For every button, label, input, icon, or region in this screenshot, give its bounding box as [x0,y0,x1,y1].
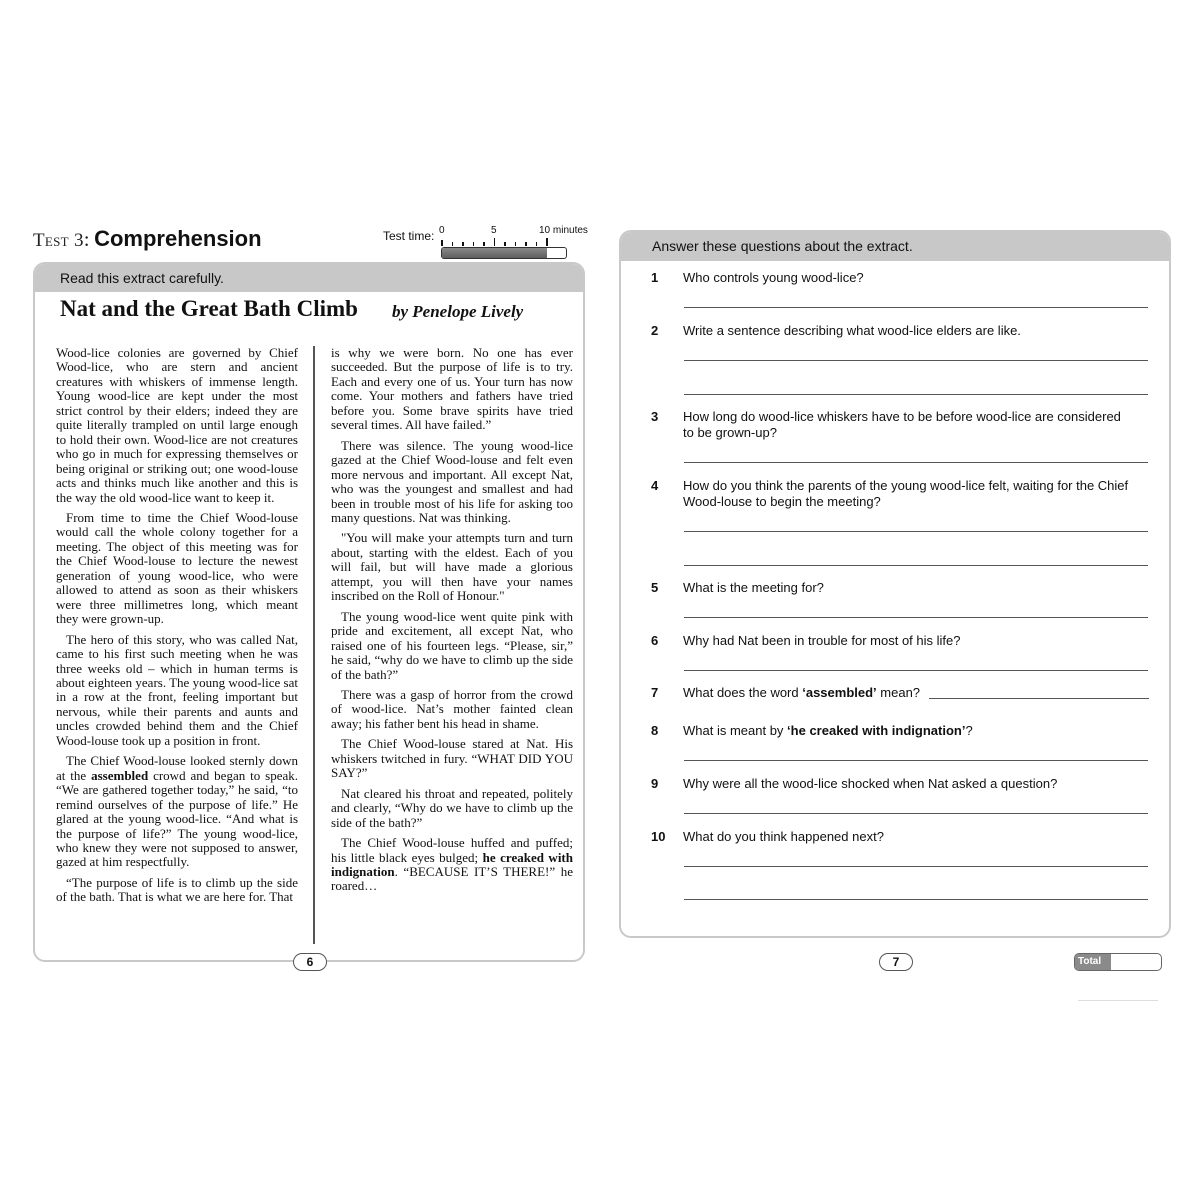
story-title: Nat and the Great Bath Climb [60,296,358,321]
answer-line[interactable] [684,360,1148,361]
answer-line[interactable] [684,617,1148,618]
story-author: by Penelope Lively [392,302,524,321]
test-number: Test 3 [33,230,84,251]
key-word-assembled: assembled [91,767,149,783]
extract-paragraph: The young wood-lice went quite pink with pride and excitement, all except Nat, who raised one of his fourteen legs. “Please, sir,” he said, “why do we have to climb up the side of the bath?” [331,608,573,682]
extract-column-1 [56,346,298,911]
column-divider [313,346,315,944]
questions-instruction: Answer these questions about the extract. [621,232,1169,261]
total-label: Total [1075,954,1111,970]
timer-progress-fill [442,248,547,258]
answer-line[interactable] [684,899,1148,900]
answer-line[interactable] [929,698,1149,699]
extract-paragraph: There was a gasp of horror from the crowd of wood-lice. Nat’s mother fainted clean away; his father bent his head in shame. [331,686,573,731]
timer-tick-0: 0 [439,225,445,236]
answer-line[interactable] [684,462,1148,463]
page-number-right: 7 [879,953,913,971]
extract-paragraph: The Chief Wood-louse stared at Nat. His whiskers twitched in fury. “WHAT DID YOU SAY?” [331,736,573,781]
answer-line[interactable] [684,760,1148,761]
divider [1078,1000,1158,1001]
extract-paragraph: The Chief Wood-louse looked sternly down at the assembled crowd and began to speak. “We are gathered together today,” he said, “to remind ourselves of the purpose of life.” He glared at the young wood-lice. “And what is the purpose of life?” The young wood-lice, who knew they were not supposed to answer, gazed at him respectfully. [56,753,299,870]
answer-line[interactable] [684,670,1148,671]
extract-panel [33,262,585,962]
answer-line[interactable] [684,813,1148,814]
extract-paragraph: The Chief Wood-louse huffed and puffed; his little black eyes bulged; he creaked with indignation. “BECAUSE IT’S THERE!” he roared… [331,835,573,894]
page-number-left: 6 [293,953,327,971]
extract-paragraph: is why we were born. No one has ever succeeded. But the purpose of life is to try. Each and every one of us. Your turn has now come. Your mothers and fathers have tried before you. Some brave spirits have tried several times. All have failed.” [331,345,573,433]
timer-scale [441,238,547,246]
test-timer [383,226,593,262]
test-title-separator: : [83,227,90,251]
answer-line[interactable] [684,394,1148,395]
total-score-box[interactable] [1074,953,1162,971]
extract-paragraph: The hero of this story, who was called Nat, came to his first such meeting when he was three weeks old – which in human terms is about eighteen years. The young wood-lice sat in a row at the front, feeling important but nervous, while their parents and aunts and uncles crowded behind them and the Chief Wood-louse took up a position in front. [56,631,298,748]
extract-paragraph: From time to time the Chief Wood-louse would call the whole colony together for a meeting. The object of this meeting was for the Chief Wood-louse to lecture the newest generation of young wood-lice, who were allowed to attend as soon as their whiskers were three millimetres long, which meant they were grown-up. [56,509,298,627]
timer-progress-bar [441,247,567,259]
key-phrase-indignation: he creaked with indignation [331,849,573,879]
answer-line[interactable] [684,866,1148,867]
answer-line[interactable] [684,307,1148,308]
questions-panel: Answer these questions about the extract. 1 Who controls young wood-lice? 2 Write a sentence describing what wood-lice elders are like. 3 How long do wood-lice whiskers have to be before wood-lice are considered to be grown-up? 4 How do you think the parents of the young wood-lice felt, waiting for the Chief Wood-louse to begin the meeting? 5 What is the meeting for? 6 Why had Nat been in trouble for most of his life? 7 What does the word ‘assembled’ mean? 8 What is meant by ‘he creaked with indignation’? 9 Why were all the wood-lice shocked when Nat asked a question? 10 What do you think happened next? [619,230,1171,938]
answer-line[interactable] [684,565,1148,566]
extract-paragraph: Wood-lice colonies are governed by Chief Wood-lice, who are stern and ancient creatures with whiskers of immense length. Young wood-lice are kept under the most strict control by their elders; indeed they are quite literally trampled on until large enough to hold their own. Wood-lice are not creatures who go in much for expressing themselves or being original or striking out; one wood-louse acts and thinks much like another and this is the way the old wood-lice want to keep it. [56,345,298,505]
extract-paragraph: "You will make your attempts turn and turn about, starting with the eldest. Each of you will fail, but will have made a glorious attempt, you will then have your names inscribed on the Roll of Honour." [331,530,573,604]
extract-instruction: Read this extract carefully. [35,264,583,292]
extract-paragraph: Nat cleared his throat and repeated, politely and clearly, “Why do we have to climb up the side of the bath?” [331,785,573,830]
extract-paragraph: There was silence. The young wood-lice gazed at the Chief Wood-louse and felt even more nervous and important. All except Nat, who was the youngest and smallest and had been in trouble most of his life for asking too many questions. Nat was thinking. [331,437,573,525]
answer-line[interactable] [684,531,1148,532]
timer-tick-10: 10 minutes [539,225,588,236]
test-title [33,226,262,256]
timer-tick-5: 5 [491,225,497,236]
extract-paragraph: “The purpose of life is to climb up the side of the bath. That is what we are here for. That [56,874,298,905]
test-name: Comprehension [94,226,262,251]
extract-column-2 [331,346,573,900]
timer-label: Test time: [383,229,435,243]
